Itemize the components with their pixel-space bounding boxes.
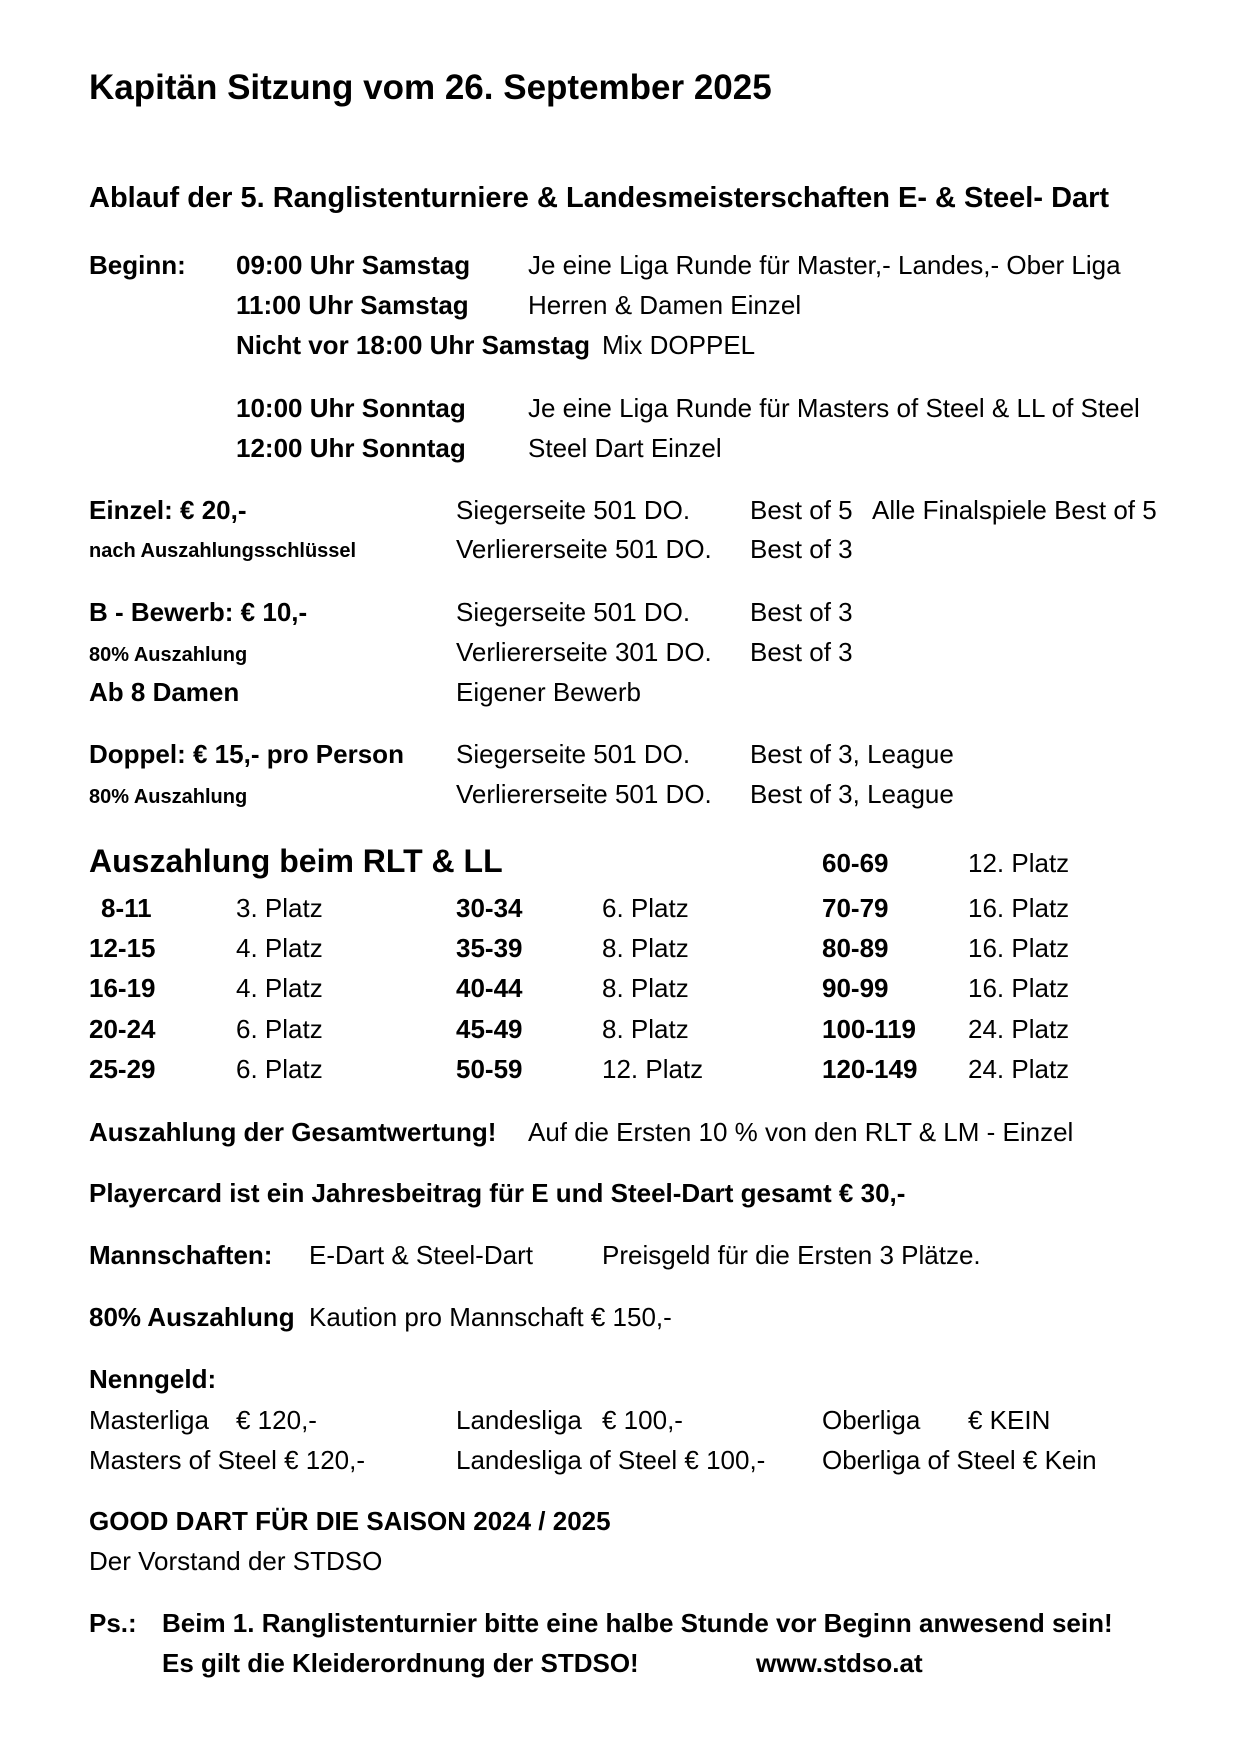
nenngeld-masterliga-fee: € 120,-	[236, 1405, 317, 1435]
damen-value: Eigener Bewerb	[456, 677, 641, 707]
payout-place: 8. Platz	[602, 1014, 689, 1044]
payout-place: 16. Platz	[968, 973, 1070, 1003]
nenngeld-oberliga-fee: € KEIN	[968, 1405, 1051, 1435]
einzel-format: Best of 3	[750, 534, 853, 564]
payout-heading: Auszahlung beim RLT & LL	[89, 843, 503, 879]
doppel-note: 80% Auszahlung	[89, 786, 248, 808]
b-bewerb-label: B - Bewerb: € 10,-	[89, 597, 308, 627]
payout-place: 16. Platz	[968, 933, 1070, 963]
einzel-side: Verliererseite 501 DO.	[456, 534, 712, 564]
b-bewerb-format: Best of 3	[750, 597, 853, 627]
doppel-side: Siegerseite 501 DO.	[456, 739, 691, 769]
payout-range: 80-89	[822, 933, 889, 963]
payout-place: 6. Platz	[236, 1014, 323, 1044]
gesamt-value: Auf die Ersten 10 % von den RLT & LM - Einzel	[528, 1117, 1074, 1147]
damen-label: Ab 8 Damen	[89, 677, 240, 707]
schedule-desc: Je eine Liga Runde für Master,- Landes,- Ober Liga	[528, 250, 1121, 280]
schedule-time: 10:00 Uhr Sonntag	[236, 393, 466, 423]
payout-range: 30-34	[456, 893, 523, 923]
einzel-extra: Alle Finalspiele Best of 5	[872, 495, 1157, 525]
b-bewerb-side: Verliererseite 301 DO.	[456, 637, 712, 667]
payout-place: 6. Platz	[602, 893, 689, 923]
section-subtitle: Ablauf der 5. Ranglistenturniere & Landesmeisterschaften E- & Steel- Dart	[89, 182, 1110, 214]
doppel-format: Best of 3, League	[750, 739, 954, 769]
payout-place: 8. Platz	[602, 973, 689, 1003]
schedule-time: 12:00 Uhr Sonntag	[236, 433, 466, 463]
payout-range: 120-149	[822, 1054, 918, 1084]
b-bewerb-note: 80% Auszahlung	[89, 644, 248, 666]
payout-range: 60-69	[822, 848, 889, 878]
schedule-time: Nicht vor 18:00 Uhr Samstag	[236, 330, 591, 360]
payout-range: 40-44	[456, 973, 523, 1003]
payout-place: 8. Platz	[602, 933, 689, 963]
payout-range: 25-29	[89, 1054, 156, 1084]
payout-place: 3. Platz	[236, 893, 323, 923]
schedule-desc: Mix DOPPEL	[602, 330, 756, 360]
nenngeld-landesliga-fee: € 100,-	[602, 1405, 683, 1435]
mannschaften-label: Mannschaften:	[89, 1240, 273, 1270]
nenngeld-oberliga: Oberliga	[822, 1405, 921, 1435]
schedule-time: 09:00 Uhr Samstag	[236, 250, 471, 280]
einzel-label: Einzel: € 20,-	[89, 495, 247, 525]
ps-label: Ps.:	[89, 1608, 137, 1638]
nenngeld-oberliga-steel: Oberliga of Steel € Kein	[822, 1445, 1097, 1475]
schedule-desc: Steel Dart Einzel	[528, 433, 722, 463]
closing-greeting: GOOD DART FÜR DIE SAISON 2024 / 2025	[89, 1506, 611, 1536]
website-link[interactable]: www.stdso.at	[756, 1648, 923, 1678]
payout-range: 35-39	[456, 933, 523, 963]
b-bewerb-side: Siegerseite 501 DO.	[456, 597, 691, 627]
payout-place: 4. Platz	[236, 973, 323, 1003]
payout-range: 100-119	[822, 1014, 916, 1044]
schedule-time: 11:00 Uhr Samstag	[236, 290, 469, 320]
payout-range: 50-59	[456, 1054, 523, 1084]
nenngeld-label: Nenngeld:	[89, 1364, 217, 1394]
payout-range: 90-99	[822, 973, 889, 1003]
ps-line-1: Beim 1. Ranglistenturnier bitte eine halbe Stunde vor Beginn anwesend sein!	[162, 1608, 1113, 1638]
einzel-side: Siegerseite 501 DO.	[456, 495, 691, 525]
page-title: Kapitän Sitzung vom 26. September 2025	[89, 68, 772, 107]
kaution-label: 80% Auszahlung	[89, 1302, 295, 1332]
einzel-note: nach Auszahlungsschlüssel	[89, 540, 357, 562]
doppel-label: Doppel: € 15,- pro Person	[89, 739, 404, 769]
payout-range: 8-11	[101, 893, 152, 923]
nenngeld-masters-steel: Masters of Steel € 120,-	[89, 1445, 366, 1475]
b-bewerb-format: Best of 3	[750, 637, 853, 667]
payout-place: 6. Platz	[236, 1054, 323, 1084]
payout-place: 4. Platz	[236, 933, 323, 963]
schedule-desc: Herren & Damen Einzel	[528, 290, 802, 320]
doppel-side: Verliererseite 501 DO.	[456, 779, 712, 809]
ps-line-2: Es gilt die Kleiderordnung der STDSO!	[162, 1648, 639, 1678]
schedule-desc: Je eine Liga Runde für Masters of Steel & LL of Steel	[528, 393, 1140, 423]
closing-signature: Der Vorstand der STDSO	[89, 1546, 383, 1576]
kaution-value: Kaution pro Mannschaft € 150,-	[309, 1302, 672, 1332]
payout-range: 16-19	[89, 973, 156, 1003]
payout-range: 45-49	[456, 1014, 523, 1044]
payout-place: 24. Platz	[968, 1014, 1070, 1044]
nenngeld-landesliga-steel: Landesliga of Steel € 100,-	[456, 1445, 766, 1475]
payout-place: 12. Platz	[602, 1054, 704, 1084]
payout-range: 20-24	[89, 1014, 156, 1044]
payout-place: 12. Platz	[968, 848, 1070, 878]
payout-place: 24. Platz	[968, 1054, 1070, 1084]
mannschaften-extra: Preisgeld für die Ersten 3 Plätze.	[602, 1240, 981, 1270]
doppel-format: Best of 3, League	[750, 779, 954, 809]
nenngeld-masterliga: Masterliga	[89, 1405, 209, 1435]
gesamt-label: Auszahlung der Gesamtwertung!	[89, 1117, 497, 1147]
mannschaften-value: E-Dart & Steel-Dart	[309, 1240, 533, 1270]
einzel-format: Best of 5	[750, 495, 853, 525]
payout-range: 70-79	[822, 893, 889, 923]
schedule-label: Beginn:	[89, 250, 186, 280]
payout-place: 16. Platz	[968, 893, 1070, 923]
playercard-text: Playercard ist ein Jahresbeitrag für E und Steel-Dart gesamt € 30,-	[89, 1178, 906, 1208]
nenngeld-landesliga: Landesliga	[456, 1405, 582, 1435]
payout-range: 12-15	[89, 933, 156, 963]
